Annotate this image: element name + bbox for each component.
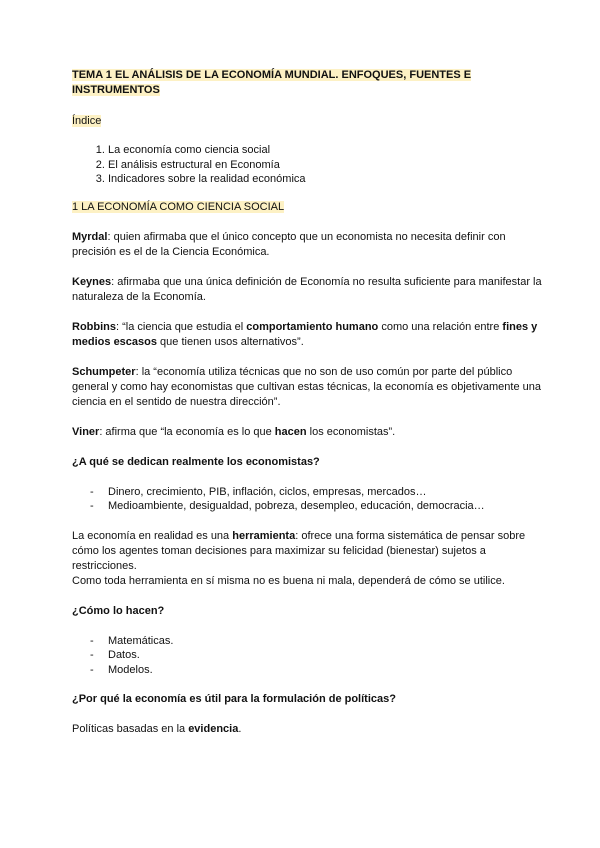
paragraph-robbins: Robbins: “la ciencia que estudia el comportamiento humano como una relación entre fines y medios escasos que tienen usos alternativos”.: [72, 320, 538, 348]
list-item: - Modelos.: [90, 663, 153, 676]
paragraph-herramienta: La economía en realidad es una herramienta: ofrece una forma sistemática de pensar sobre cómo los agentes toman decisiones para maximizar su felicidad (bienestar) sujetos a restricciones. Como toda herramienta en sí misma no es buena ni mala, dependerá de cómo se utilice.: [72, 529, 526, 587]
list-item: - Dinero, crecimiento, PIB, inflación, ciclos, empresas, mercados…: [90, 485, 427, 498]
dash-list: [72, 634, 542, 678]
dash-list: [72, 485, 542, 514]
paragraph-viner: Viner: afirma que “la economía es lo que hacen los economistas”.: [72, 425, 396, 438]
author-name: Keynes: [72, 275, 112, 288]
document-content: [72, 68, 542, 737]
list-item: - Medioambiente, desigualdad, pobreza, desempleo, educación, democracia…: [90, 500, 485, 512]
author-name: Schumpeter: [72, 365, 136, 378]
paragraph-keynes: Keynes: afirmaba que una única definición de Economía no resulta suficiente para manifestar la naturaleza de la Economía.: [72, 275, 542, 303]
author-name: Robbins: [72, 320, 116, 333]
question-heading: ¿A qué se dedican realmente los economistas?: [72, 455, 320, 468]
author-name: Myrdal: [72, 230, 108, 243]
section-heading: 1 LA ECONOMÍA COMO CIENCIA SOCIAL: [72, 200, 285, 213]
index-label: Índice: [72, 115, 102, 127]
page-title: TEMA 1 EL ANÁLISIS DE LA ECONOMÍA MUNDIAL. ENFOQUES, FUENTES E INSTRUMENTOS: [72, 69, 472, 96]
index-item: 3. Indicadores sobre la realidad económica: [108, 172, 542, 187]
paragraph-evidencia: Políticas basadas en la evidencia.: [72, 723, 242, 735]
list-item: - Matemáticas.: [90, 634, 174, 647]
list-item: - Datos.: [90, 649, 140, 661]
paragraph-myrdal: Myrdal: quien afirmaba que el único concepto que un economista no necesita definir con precisión es el de la Ciencia Económica.: [72, 230, 506, 258]
author-name: Viner: [72, 425, 100, 438]
index-item: 2. El análisis estructural en Economía: [108, 158, 542, 173]
question-heading: ¿Cómo lo hacen?: [72, 604, 165, 617]
index-list: [72, 143, 542, 187]
question-heading: ¿Por qué la economía es útil para la formulación de políticas?: [72, 693, 396, 705]
index-item: 1. La economía como ciencia social: [108, 143, 542, 158]
paragraph-schumpeter: Schumpeter: la “economía utiliza técnicas que no son de uso común por parte del público general y como hay economistas que cultivan estas técnicas, la economía es objetivamente una ciencia en el sentido de nuestra dirección”.: [72, 365, 541, 408]
